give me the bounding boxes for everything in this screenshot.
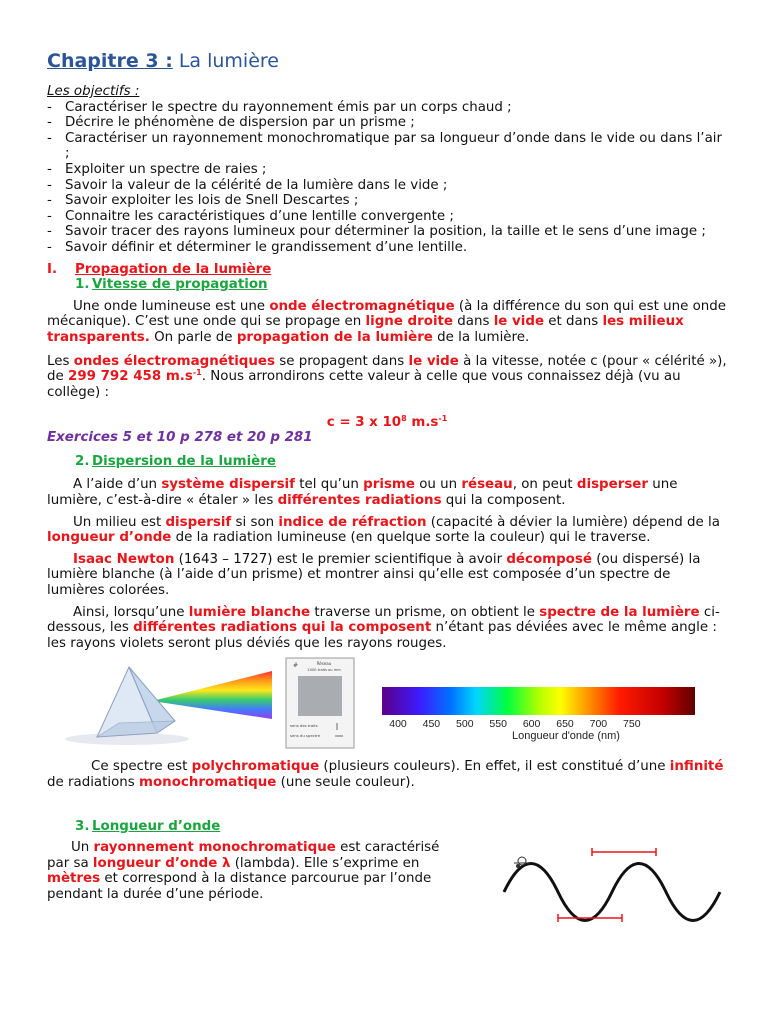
diffraction-grating-card <box>285 657 355 749</box>
chapter-name: La lumière <box>172 50 279 72</box>
spectrum-tick-label: 700 <box>589 718 608 731</box>
svg-text:sens des traits: sens des traits <box>290 723 318 729</box>
subsection-heading-speed: 1. Vitesse de propagation <box>75 277 268 293</box>
paragraph-newton: Isaac Newton (1643 – 1727) est le premier scientifique à avoir décomposé (ou dispersé) la lumière blanche (à l’aide d’un prisme) et montrer ainsi qu’elle est composée d’un spectre de lumières colorées. <box>47 551 701 599</box>
dispersion-figures <box>47 657 727 753</box>
spectrum-tick-label: 500 <box>456 718 474 731</box>
subsection-heading-wavelength: 3. Longueur d’onde <box>75 818 221 834</box>
objective-item: - Savoir tracer des rayons lumineux pour déterminer la position, la taille et le sens d’une image ; <box>47 224 706 240</box>
document-page <box>47 48 727 903</box>
paragraph-speed-value: Les ondes électromagnétiques se propagent dans le vide à la vitesse, notée c (pour « célérité »), de 299 792 458 $m.s^{-1}$. Nous arrondirons cette valeur à celle que vous connaissez déjà (vu au collège) : <box>47 353 727 400</box>
objective-item: - Connaitre les caractéristiques d’une lentille convergente ; <box>47 208 454 224</box>
svg-text:1000 traits ou mm: 1000 traits ou mm <box>307 668 341 673</box>
svg-text:Réseau: Réseau <box>316 661 332 667</box>
spectrum-tick-label: 400 <box>389 718 407 731</box>
svg-text:#: # <box>293 662 299 670</box>
wavelength-block <box>47 834 727 902</box>
objectives-heading: Les objectifs : <box>47 84 140 99</box>
paragraph-white-light: Ainsi, lorsqu’une lumière blanche traverse un prisme, on obtient le spectre de la lumière ci-dessous, les différentes radiations qui la composent n’étant pas déviées avec le même angle : les rayons violets seront plus déviés que les rayons rouges. <box>47 604 720 651</box>
visible-spectrum <box>382 687 697 749</box>
paragraph-polychromatic: Ce spectre est polychromatique (plusieurs couleurs). En effet, il est constitué d’une infinité de radiations monochromatique (une seule couleur). <box>47 759 724 790</box>
exercise-reference: Exercices 5 et 10 p 278 et 20 p 281 <box>47 430 313 446</box>
subsection-heading-dispersion: 2. Dispersion de la lumière <box>75 453 276 469</box>
objective-item: - Caractériser un rayonnement monochromatique par sa longueur d’onde dans le vide ou dans l’air ; <box>47 130 722 162</box>
chapter-number: Chapitre 3 : <box>47 50 173 72</box>
objectives-list <box>47 100 727 256</box>
paragraph-dispersive-medium: Un milieu est dispersif si son indice de réfraction (capacité à dévier la lumière) dépend de la longueur d’onde de la radiation lumineuse (en quelque sorte la couleur) qui le traverse. <box>47 514 720 546</box>
spectrum-tick-label: 750 <box>623 718 641 731</box>
objective-item: - Décrire le phénomène de dispersion par un prisme ; <box>47 115 415 131</box>
paragraph-wavelength: Un rayonnement monochromatique est caractérisé par sa longueur d’onde λ (lambda). Elle s’exprime en mètres et correspond à la distance parcourue par l’onde pendant la durée d’une période. <box>47 840 440 902</box>
spectrum-axis-label: Longueur d'onde (nm) <box>512 730 620 743</box>
section-heading-propagation: I. Propagation de la lumière <box>47 261 272 277</box>
objective-item: - Savoir définir et déterminer le grandissement d’une lentille. <box>47 239 468 255</box>
spectrum-tick-label: 550 <box>489 718 507 731</box>
wave-illustration <box>502 844 730 924</box>
page-title <box>47 48 727 74</box>
objective-item: - Savoir la valeur de la célérité de la lumière dans le vide ; <box>47 177 448 193</box>
spectrum-tick-label: 450 <box>422 718 441 731</box>
spectrum-tick-label: 600 <box>522 718 541 731</box>
objective-item: - Exploiter un spectre de raies ; <box>47 161 267 177</box>
prism-illustration <box>57 659 272 747</box>
paragraph-em-wave: Une onde lumineuse est une onde électromagnétique (à la différence du son qui est une onde mécanique). C’est une onde qui se propage en ligne droite dans le vide et dans les milieux transparents. On parle de propagation de la lumière de la lumière. <box>47 298 726 345</box>
speed-formula: c = 3 x $10^8$ $m.s^{-1}$ <box>326 414 448 431</box>
spectrum-tick-label: 650 <box>556 718 574 731</box>
objective-item: - Caractériser le spectre du rayonnement émis par un corps chaud ; <box>47 99 512 115</box>
paragraph-dispersive-system: A l’aide d’un système dispersif tel qu’un prisme ou un réseau, on peut disperser une lumière, c’est-à-dire « étaler » les différentes radiations qui la composent. <box>47 477 678 509</box>
svg-text:sens du spectre: sens du spectre <box>290 733 321 739</box>
objective-item: - Savoir exploiter les lois de Snell Descartes ; <box>47 193 359 209</box>
